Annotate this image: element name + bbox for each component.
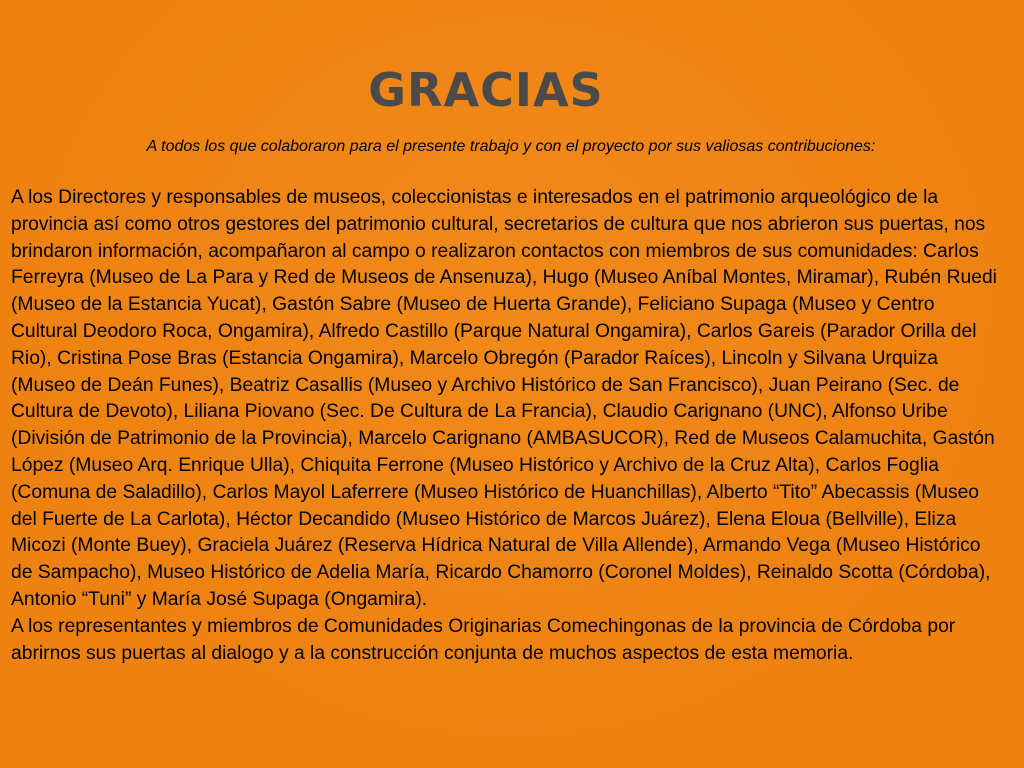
acknowledgements-paragraph-directors: A los Directores y responsables de museos, coleccionistas e interesados en el patrimonio arqueológico de la provincia así como otros gestores del patrimonio cultural, secretarios de cultura que nos abrieron sus puertas, nos brindaron información, acompañaron al campo o realizaron contactos con miembros de sus comunidades: Carlos Ferreyra (Museo de La Para y Red de Museos de Ansenuza), Hugo (Museo Aníbal Montes, Miramar), Rubén Ruedi (Museo de la Estancia Yucat), Gastón Sabre (Museo de Huerta Grande), Feliciano Supaga (Museo y Centro Cultural Deodoro Roca, Ongamira), Alfredo Castillo (Parque Natural Ongamira), Carlos Gareis (Parador Orilla del Rio), Cristina Pose Bras (Estancia Ongamira), Marcelo Obregón (Parador Raíces), Lincoln y Silvana Urquiza (Museo de Deán Funes), Beatriz Casallis (Museo y Archivo Histórico de San Francisco), Juan Peirano (Sec. de Cultura de Devoto), Liliana Piovano (Sec. De Cultura de La Francia), Claudio Carignano (UNC), Alfonso Uribe (División de Patrimonio de la Provincia), Marcelo Carignano (AMBASUCOR), Red de Museos Calamuchita, Gastón López (Museo Arq. Enrique Ulla), Chiquita Ferrone (Museo Histórico y Archivo de la Cruz Alta), Carlos Foglia (Comuna de Saladillo), Carlos Mayol Laferrere (Museo Histórico de Huanchillas), Alberto “Tito” Abecassis (Museo del Fuerte de La Carlota), Héctor Decandido (Museo Histórico de Marcos Juárez), Elena Eloua (Bellville), Eliza Micozi (Monte Buey), Graciela Juárez (Reserva Hídrica Natural de Villa Allende), Armando Vega (Museo Histórico de Sampacho), Museo Histórico de Adelia María, Ricardo Chamorro (Coronel Moldes), Reinaldo Scotta (Córdoba), Antonio “Tuni” y María José Supaga (Ongamira). — [11, 187, 997, 610]
slide-subtitle: A todos los que colaboraron para el presente trabajo y con el proyecto por sus valiosas contribuciones: — [146, 138, 876, 155]
slide-title-text: GRACIAS — [368, 63, 604, 117]
acknowledgements-paragraph-communities: A los representantes y miembros de Comunidades Originarias Comechingonas de la provincia de Córdoba por abrirnos sus puertas al dialogo y a la construcción conjunta de muchos aspectos de esta memoria. — [11, 615, 956, 664]
slide-title — [0, 62, 972, 118]
acknowledgements-body — [11, 185, 1006, 667]
